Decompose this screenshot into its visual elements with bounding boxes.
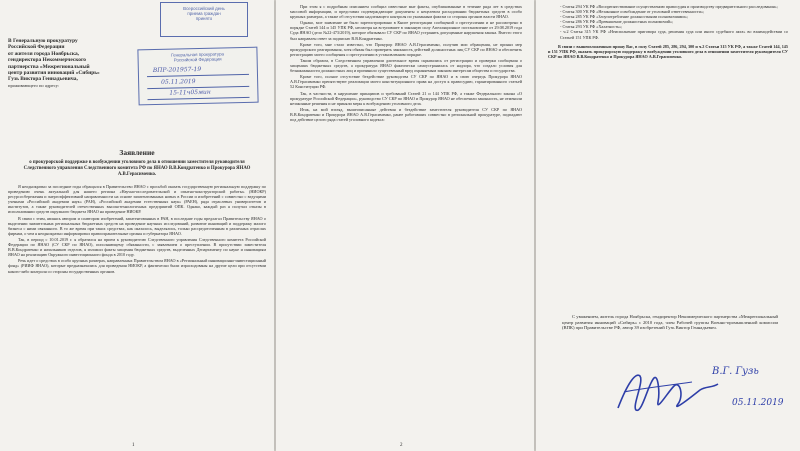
document-page-3 [536,0,800,451]
article-item: - Статья 285 УК РФ «Злоупотребление должностными полномочиями»; [560,14,688,20]
addressee-block [8,38,138,89]
signature-name: В.Г. Гузь [712,366,759,377]
paragraph: Кроме того, полное отсутствие бездействие руководства СУ СКР по ЯНАО и в свою очередь Прокурора ЯНАО А.В.Герасименко препятствуют реализации моего конституционного права на доступ к правосудию, гарантированного статьей 52 Конституции РФ. [290,74,522,90]
article-item: - Статья 294 УК РФ «Воспрепятствование осуществлению правосудия и производству предварительного расследования»; [560,4,778,9]
paragraph: Так, в частности, в нарушение принципов и требований Статей 21 и 144 УПК РФ, а также Федерального закона «О прокуратуре Российской Федерации», руководство СУ СКР по ЯНАО и Прокурор ЯНАО не обеспечили законность, не отменили незаконные решения и не приняли меры к возбуждению уголовного дела. [290,90,522,106]
handwritten-signature [614,362,724,422]
addressee-line: Гузь Виктора Геннадьевича, [8,76,78,83]
stamp-text-2: приема граждан [187,11,221,17]
document-title: Заявление [119,148,155,157]
paragraph: Речь идет о средствах в особо крупных размерах, направленных Правительством ЯНАО в «Региональный инновационно-инвестиционный фонд» (РИИФ ЯНАО), которые предназначались для проведения НИОКР, а фактически были израсходованы на другие цели при отсутствии какого-либо контроля со стороны государственных органов. [8,258,266,274]
page-number: 1 [132,443,135,448]
addressee-line: Российской Федерации [8,44,65,51]
page-number: 2 [400,443,403,448]
stamp-reg-text-2: Российской Федерации [173,56,222,63]
page1-body [8,184,266,275]
paragraph: В связи с этим, являясь автором и соавтором изобретений, запатентованных в РАН, в последние годы предлагал Правительству ЯНАО о выделении значительных региональных бюджетных средств на проведение научных исследований, развитие инноваций и поддержку малого бизнеса с ними связанного. В то же время при таких средствах, как оказалось, выделялись, только рассредоточенным в различных отраслях фирмам, о чем я неоднократно информировал правоохранительные органы и губернатора ЯНАО. [8,215,266,236]
paragraph: Кроме того, мне стало известно, что Прокурор ЯНАО А.В.Герасименко, получив мои обращения, не принял мер прокурорского реагирования, хотя обязан был проверить законность действий должностных лиц СУ СКР по ЯНАО и обеспечить регистрацию моего сообщения о преступлении в установленном порядке. [290,41,522,57]
paragraph: Итак, на мой взгляд, вышеописанные действия и бездействие заместителя руководителя СУ СКР по ЯНАО В.В.Кондратенко и Прокурора ЯНАО А.В.Герасименко, ранее работавших совместно в региональной прокуратуре, подпадают под действие целого ряда статей уголовного кодекса: [290,106,522,122]
addressee-line: центр развития инноваций «Сибирь» [8,70,100,77]
stamp-reg-text-1: Генеральная прокуратура [171,51,224,58]
article-item: - Статья 293 УК РФ «Халатность»; [560,24,623,30]
signer-paragraph: С уважением, житель города Ноябрьска, гендиректор Некоммерческого партнерства «Межрегиональный центр развития инноваций «Сибирь» с 2010 года, член Рабочей группы Военно-промышленной комиссии (ВПК) при Правительстве РФ, автор 39 изобретений Гузь Виктор Геннадьевич. [562,314,778,331]
stamp-text-1: Всероссийский день [183,6,225,11]
paragraph: Однако, мое заявление не было зарегистрировано в Книге регистрации сообщений о преступлении и не рассмотрено в порядке Статей 144 и 145 УПК РФ, несмотря на вступившее в законную силу Апелляционное постановление от 29.08.2019 года Суда ЯНАО (дело №22-473/2019), которое обязывало СУ СКР по ЯНАО устранить допущенные нарушения закона. Вместо этого был направлен ответ за подписью В.В.Кондратенко. [290,20,522,41]
reception-stamp [160,2,248,37]
page3-body [548,4,788,60]
registration-date: 05.11.2019 [161,78,196,86]
signature-date: 05.11.2019 [732,398,784,408]
request-paragraph: В связи с вышеизложенным прошу Вас, в силу Статей 285, 286, 294, 300 и ч.2 Статьи 315 УК РФ, а также Статей 144, 145 и 151 УПК РФ, оказать прокурорскую поддержку в возбуждении уголовного дела в отношении заместителя руководителя СУ СКР по ЯНАО В.В.Кондратенко и Прокурора ЯНАО А.В.Герасименко. [548,43,788,59]
document-page-2 [276,0,534,451]
paragraph: При этом я с подробным описанием сообщил известные мне факты, опубликованные в течение ряда лет в средствах массовой информации, и представил подтверждающие документы о нецелевом расходовании бюджетных средств в особо крупных размерах, а также об отсутствии надлежащего контроля по указанным фактам со стороны органов власти ЯНАО. [290,4,522,20]
article-item: - Статья 300 УК РФ «Незаконное освобождение от уголовной ответственности»; [560,9,705,15]
stamp-text-3: принято [195,16,213,22]
document-subtitle: о прокурорской поддержке в возбуждении уголовного дела в отношении заместителя руководителя Следственного управления Следственного комитета РФ по ЯНАО В.В.Кондратенко и Прокурора ЯНАО А.В.Герасименко. [23,160,251,177]
addressee-line: партнерства «Межрегиональный [8,63,90,70]
page2-body [290,4,522,123]
addressee-line: В Генеральную прокуратуру [8,38,78,44]
addressee-line: проживающего по адресу: [8,82,60,88]
registration-stamp [137,47,258,106]
paragraph: Я неоднократно за последние годы обращался в Правительство ЯНАО с просьбой оказать государственную региональную поддержку по проведению очень актуальной для нашего региона «Научно-исследовательской и опытно-конструкторской работы» (НИОКР) ресурсосбережения и энергоэффективной направленности на основе запатентованных новых в России и изобретений с совместно с ведущими учеными «Российской академии наук» (РАН), «Российской академии естественных наук» (РАЕН), ряда отраслевых университетов и институтов, а также руководителей отечественных высокотехнологичных предприятий ОПК. Однако, каждый раз я получал отказы в использовании средств окружного бюджета ЯНАО на проведение НИОКР. [8,184,266,215]
paragraph: Таким образом, в Следственном управлении длительное время скрывались от регистрации и проверки сообщения о хищениях бюджетных средств, а прокуратура ЯНАО фактически самоустранилась от надзора, что создало условия для безнаказанности должностных лиц и причинило существенный вред охраняемым законом интересам общества и государства. [290,57,522,74]
article-item: - Статья 286 УК РФ «Превышение должностных полномочий»; [560,19,674,25]
addressee-line: гендиректора Некоммерческого [8,57,86,64]
document-page-1 [0,0,274,451]
registration-number: ВПР-201957-19 [152,65,202,75]
addressee-line: от жителя города Ноябрьска, [8,50,79,57]
paragraph: Так, в период с 10.01.2019 г. я обратился на прием к руководителю Следственного управления Следственного комитета Российской Федерации по ЯНАО (СУ СКР по ЯНАО), исполняющему обязанности, с заявлением о преступлении. В присутствии заместителя В.В.Кондратенко и начальников отделов, я изложил факты хищения бюджетных средств, выделенных Департаменту по науке и инновациям ЯНАО на реализацию Окружного инвестиционного фонда в 2010 году. [8,236,266,258]
article-item: - ч.2 Статья 315 УК РФ «Неисполнение приговора суда, решения суда или иного судебного акта» во взаимодействии со Статьей 151 УПК РФ. [560,29,788,40]
registration-note: 15-11ч05мин [169,88,211,97]
